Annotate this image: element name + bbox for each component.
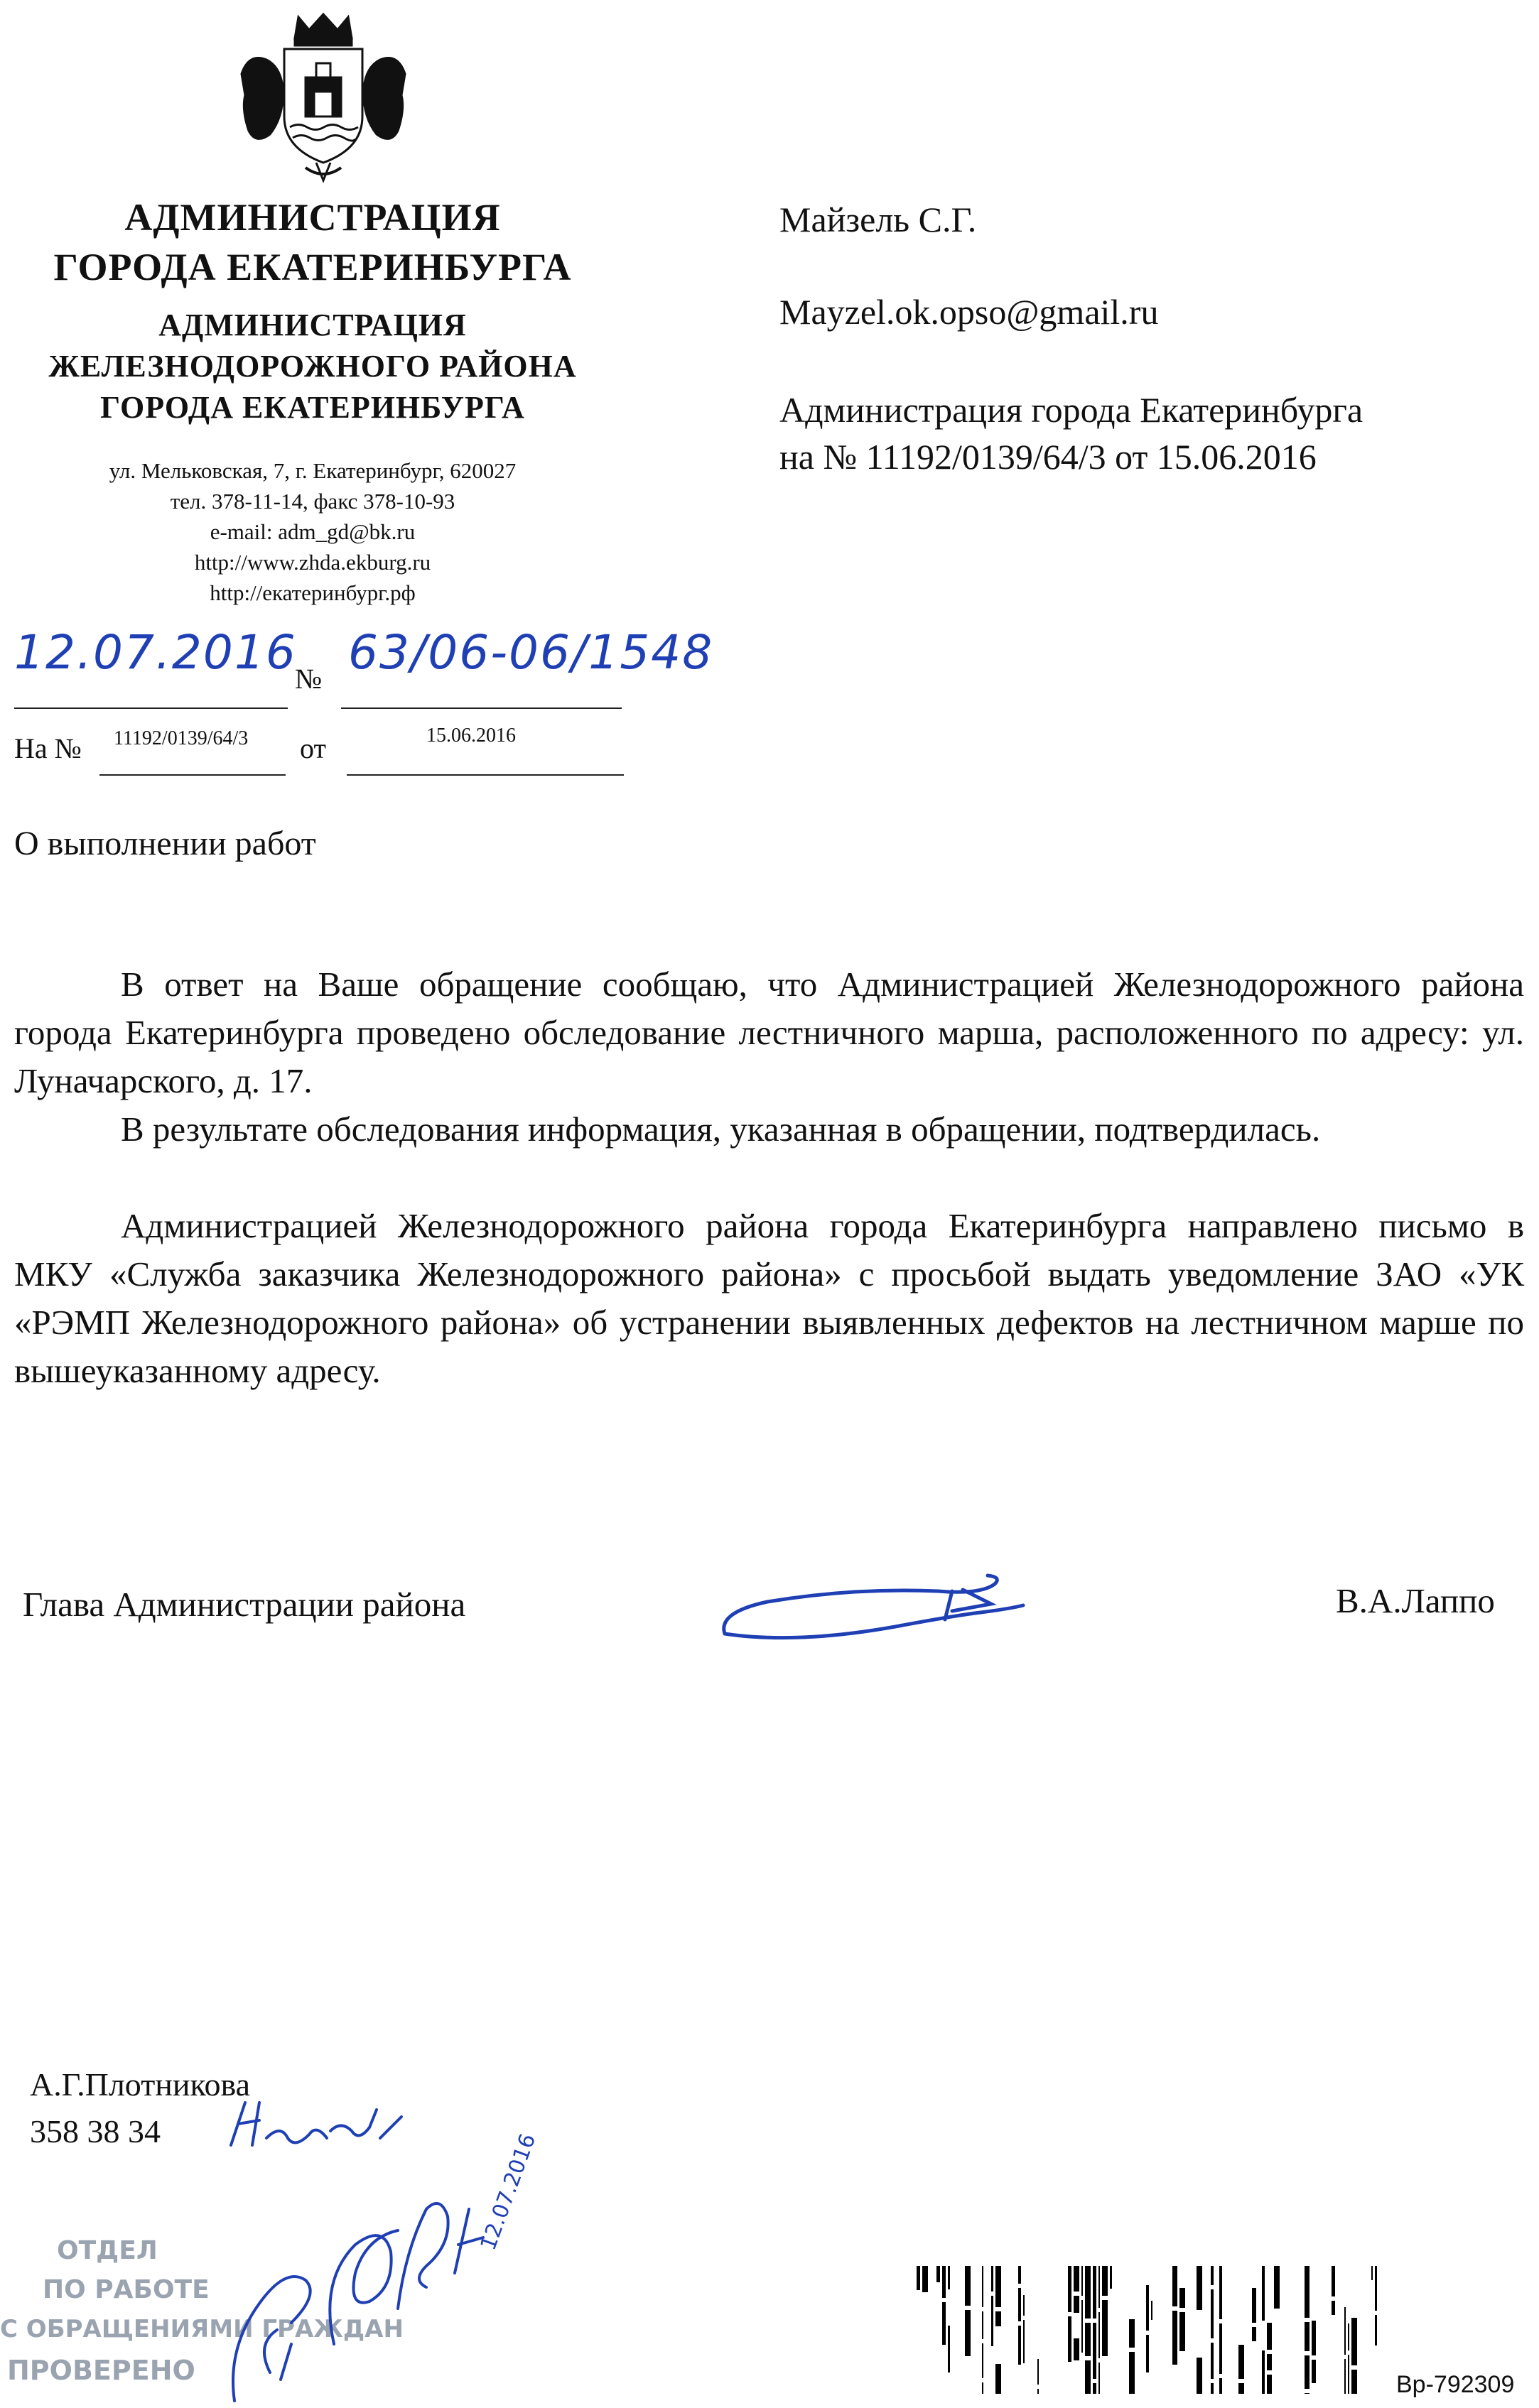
recipient-reference-line2: на № 11192/0139/64/3 от 15.06.2016 xyxy=(779,437,1317,477)
reply-number-underline xyxy=(99,774,286,776)
org-address: ул. Мельковская, 7, г. Екатеринбург, 620027 xyxy=(109,458,517,483)
body-paragraph-3: Администрацией Железнодорожного района города Екатеринбурга направлено письмо в МКУ «Служба заказчика Железнодорожного района» с просьбой выдать уведомление ЗАО «УК «РЭМП Железнодорожного района» об устранении выявленных дефектов на лестничном марше по вышеуказанному адресу. xyxy=(14,1206,1524,1390)
executor-name: А.Г.Плотникова xyxy=(30,2066,251,2103)
svg-text:ОТДЕЛ: ОТДЕЛ xyxy=(57,2236,158,2265)
body-paragraph-2: В результате обследования информация, указанная в обращении, подтвердилась. xyxy=(121,1110,1321,1149)
org-title-line2: ГОРОДА ЕКАТЕРИНБУРГА xyxy=(53,246,572,288)
org-website-2: http://екатеринбург.рф xyxy=(210,580,416,605)
dept-title-line3: ГОРОДА ЕКАТЕРИНБУРГА xyxy=(100,390,525,425)
reply-number-label: На № xyxy=(14,732,82,764)
registration-number-label: № xyxy=(295,663,323,695)
reply-number: 11192/0139/64/3 xyxy=(114,727,249,749)
registration-date: 12.07.2016 xyxy=(14,625,297,680)
executor-phone: 358 38 34 xyxy=(30,2113,161,2149)
document-code: Вр-792309 xyxy=(1396,2371,1515,2398)
body-paragraph-1: В ответ на Ваше обращение сообщаю, что Администрацией Железнодорожного района города Екатеринбурга проведено обследование лестничного марша, расположенного по адресу: ул. Луначарского, д. 17. xyxy=(14,965,1524,1100)
registration-number: 63/06-06/1548 xyxy=(348,625,714,680)
document-barcode-icon xyxy=(917,2266,1386,2394)
handwritten-signature-icon xyxy=(711,1563,1044,1655)
org-website-1: http://www.zhda.ekburg.ru xyxy=(194,550,431,575)
svg-text:ПО РАБОТЕ: ПО РАБОТЕ xyxy=(43,2275,210,2304)
approval-date: 12.07.2016 xyxy=(475,2130,541,2254)
number-underline xyxy=(341,707,622,709)
dept-title-line1: АДМИНИСТРАЦИЯ xyxy=(158,308,467,342)
date-underline xyxy=(14,707,288,709)
reply-from-label: от xyxy=(300,732,326,764)
handwritten-initials-icon xyxy=(217,2088,416,2174)
org-email: e-mail: adm_gd@bk.ru xyxy=(210,519,416,544)
approval-signature-icon xyxy=(213,2130,541,2408)
svg-text:С ОБРАЩЕНИЯМИ ГРАЖДАН: С ОБРАЩЕНИЯМИ ГРАЖДАН xyxy=(0,2315,404,2343)
letter-subject: О выполнении работ xyxy=(14,825,316,862)
signatory-name: В.А.Лаппо xyxy=(1336,1581,1495,1620)
recipient-name: Майзель С.Г. xyxy=(779,200,977,239)
recipient-email: Mayzel.ok.opso@gmail.ru xyxy=(779,292,1159,332)
org-title-line1: АДМИНИСТРАЦИЯ xyxy=(124,196,501,239)
reply-date-underline xyxy=(347,774,624,776)
svg-text:ПРОВЕРЕНО: ПРОВЕРЕНО xyxy=(7,2355,195,2386)
coat-of-arms-icon xyxy=(227,10,419,184)
signatory-title: Глава Администрации района xyxy=(23,1585,466,1624)
recipient-reference-line1: Администрация города Екатеринбурга xyxy=(779,390,1364,430)
org-phone: тел. 378-11-14, факс 378-10-93 xyxy=(170,489,455,514)
dept-title-line2: ЖЕЛЕЗНОДОРОЖНОГО РАЙОНА xyxy=(48,349,577,384)
reply-date: 15.06.2016 xyxy=(426,725,516,747)
